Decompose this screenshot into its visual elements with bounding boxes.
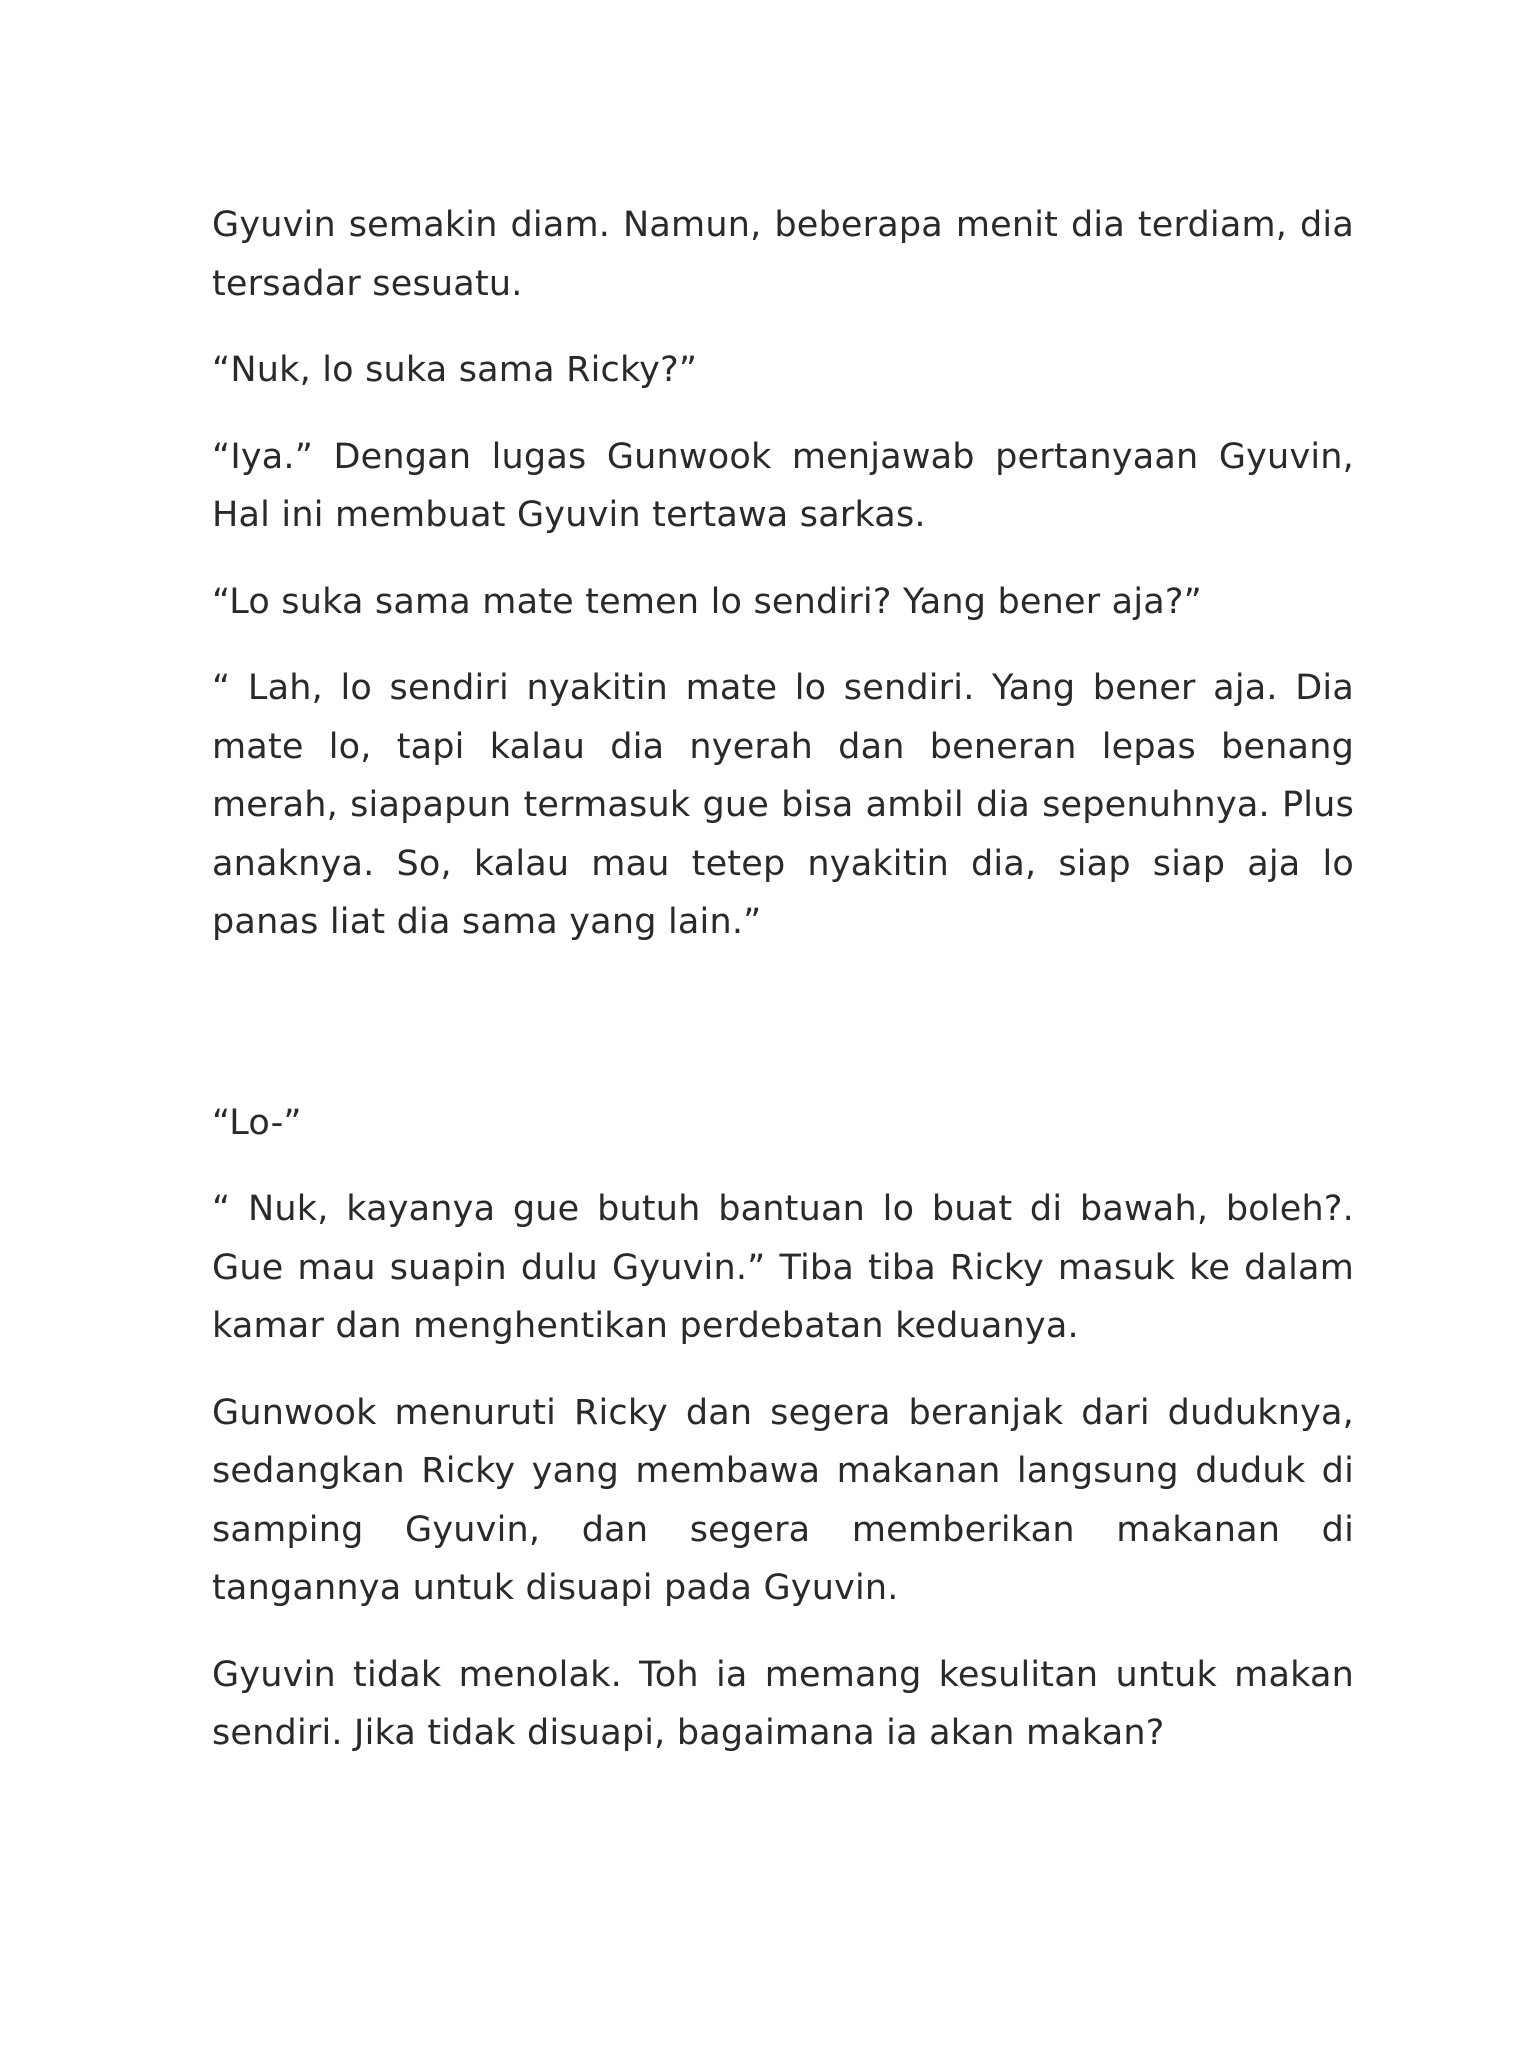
paragraph-gap [212, 980, 1354, 1094]
paragraph-6: “Lo-” [212, 1102, 302, 1143]
paragraph-4: “Lo suka sama mate temen lo sendiri? Yang bener aja?” [212, 581, 1203, 622]
paragraph-7: “ Nuk, kayanya gue butuh bantuan lo buat di bawah, boleh?. Gue mau suapin dulu Gyuvin.” Tiba tiba Ricky masuk ke dalam kamar dan menghentikan perdebatan keduanya. [212, 1189, 1354, 1346]
paragraph-8: Gunwook menuruti Ricky dan segera beranjak dari duduknya, sedangkan Ricky yang membawa makanan langsung duduk di samping Gyuvin, dan segera memberikan makanan di tangannya untuk disuapi pada Gyuvin. [212, 1392, 1354, 1608]
paragraph-2: “Nuk, lo suka sama Ricky?” [212, 350, 698, 390]
paragraph-9: Gyuvin tidak menolak. Toh ia memang kesulitan untuk makan sendiri. Jika tidak disuapi, bagaimana ia akan makan? [212, 1654, 1354, 1753]
paragraph-3: “Iya.” Dengan lugas Gunwook menjawab pertanyaan Gyuvin, Hal ini membuat Gyuvin tertawa sarkas. [212, 436, 1354, 535]
paragraph-5: “ Lah, lo sendiri nyakitin mate lo sendiri. Yang bener aja. Dia mate lo, tapi kalau dia nyerah dan beneran lepas benang merah, siapapun termasuk gue bisa ambil dia sepenuhnya. Plus anaknya. So, kalau mau tetep nyakitin dia, siap siap aja lo panas liat dia sama yang lain.” [212, 668, 1354, 942]
paragraph-1: Gyuvin semakin diam. Namun, beberapa menit dia terdiam, dia tersadar sesuatu. [212, 205, 1354, 304]
story-text [212, 196, 1354, 1791]
